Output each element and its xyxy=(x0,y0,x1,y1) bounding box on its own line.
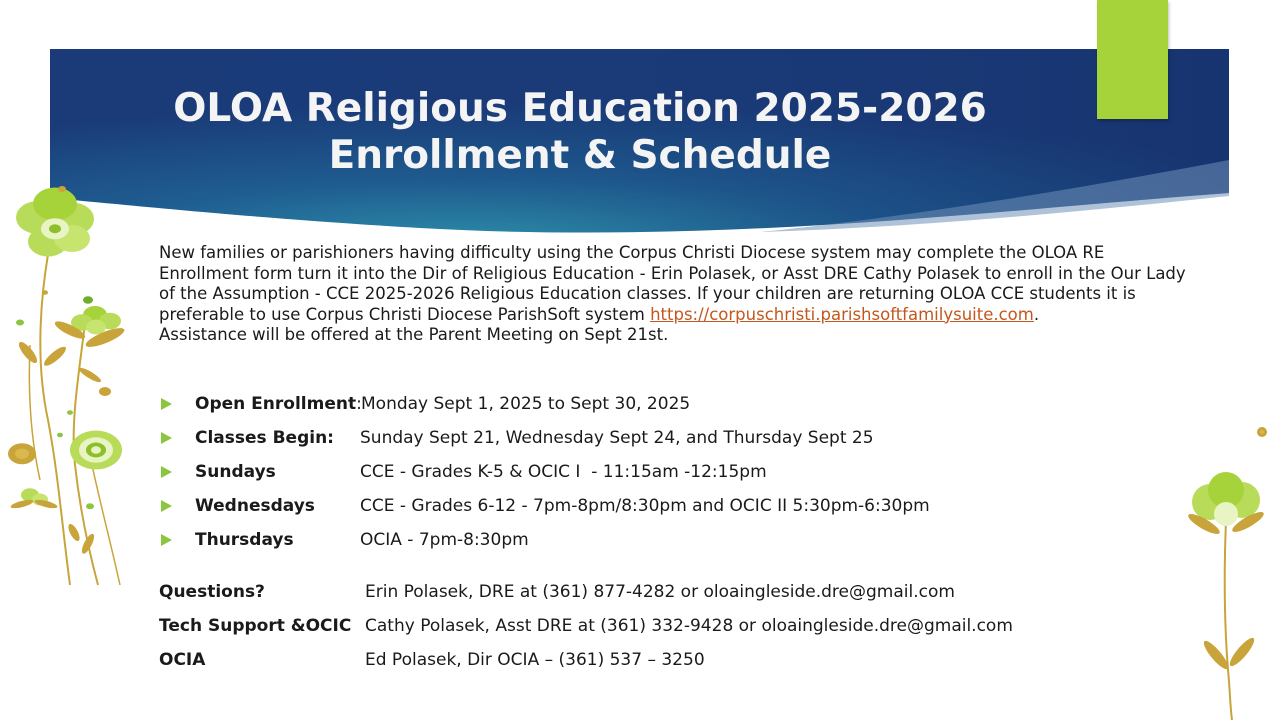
contact-row xyxy=(159,614,1219,648)
title-line-1: OLOA Religious Education 2025-2026 xyxy=(173,86,987,131)
schedule-label-colon: : xyxy=(356,394,362,414)
schedule-value: CCE - Grades 6-12 - 7pm-8pm/8:30pm and OCIC II 5:30pm-6:30pm xyxy=(360,496,930,516)
schedule-label: Wednesdays xyxy=(195,496,315,516)
contact-value: Erin Polasek, DRE at (361) 877-4282 or oloaingleside.dre@gmail.com xyxy=(365,582,955,602)
intro-tail: Assistance will be offered at the Parent Meeting on Sept 21st. xyxy=(159,325,669,344)
intro-period: . xyxy=(1033,304,1040,324)
contact-row xyxy=(159,580,1219,614)
schedule-row xyxy=(159,460,1219,494)
green-accent-tab xyxy=(1097,0,1168,119)
schedule-label: Classes Begin: xyxy=(195,428,334,448)
schedule-row xyxy=(159,494,1219,528)
schedule-value: CCE - Grades K-5 & OCIC I - 11:15am -12:15pm xyxy=(360,462,767,482)
title-line-2: Enrollment & Schedule xyxy=(328,132,832,178)
schedule-list xyxy=(159,392,1219,562)
triangle-bullet-icon xyxy=(161,500,172,512)
triangle-bullet-icon xyxy=(161,466,172,478)
intro-paragraph xyxy=(159,243,1189,346)
contact-label: Tech Support &OCIC xyxy=(159,616,352,636)
schedule-value: Monday Sept 1, 2025 to Sept 30, 2025 xyxy=(361,394,691,414)
schedule-value: OCIA - 7pm-8:30pm xyxy=(360,530,529,550)
schedule-label: Thursdays xyxy=(195,530,294,550)
parishsoft-link[interactable]: https://corpuschristi.parishsoftfamilysuite.com xyxy=(650,304,1034,324)
flower-icon xyxy=(16,188,94,257)
left-floral-decoration xyxy=(0,180,140,720)
contact-value: Cathy Polasek, Asst DRE at (361) 332-9428 or oloaingleside.dre@gmail.com xyxy=(365,616,1013,636)
schedule-row xyxy=(159,392,1219,426)
schedule-label: Sundays xyxy=(195,462,276,482)
schedule-row xyxy=(159,426,1219,460)
right-floral-decoration xyxy=(1180,420,1280,720)
schedule-row xyxy=(159,528,1219,562)
contact-label: OCIA xyxy=(159,650,206,670)
contacts-list xyxy=(159,580,1219,682)
intro-text: New families or parishioners having difficulty using the Corpus Christi Diocese system may complete the OLOA RE Enrollment form turn it into the Dir of Religious Education - Erin Polasek, or Asst DRE Cathy Polasek to enroll in the Our Lady of the Assumption - CCE 2025-2026 Religious Education classes. If your children are returning OLOA CCE students it is preferable to use Corpus Christi Diocese ParishSoft system xyxy=(159,243,1186,324)
contact-value: Ed Polasek, Dir OCIA – (361) 537 – 3250 xyxy=(365,650,705,670)
triangle-bullet-icon xyxy=(161,398,172,410)
schedule-label: Open Enrollment xyxy=(195,394,357,414)
triangle-bullet-icon xyxy=(161,432,172,444)
slide-title xyxy=(100,86,1060,180)
contact-row xyxy=(159,648,1219,682)
schedule-value: Sunday Sept 21, Wednesday Sept 24, and Thursday Sept 25 xyxy=(360,428,874,448)
triangle-bullet-icon xyxy=(161,534,172,546)
contact-label: Questions? xyxy=(159,582,265,602)
